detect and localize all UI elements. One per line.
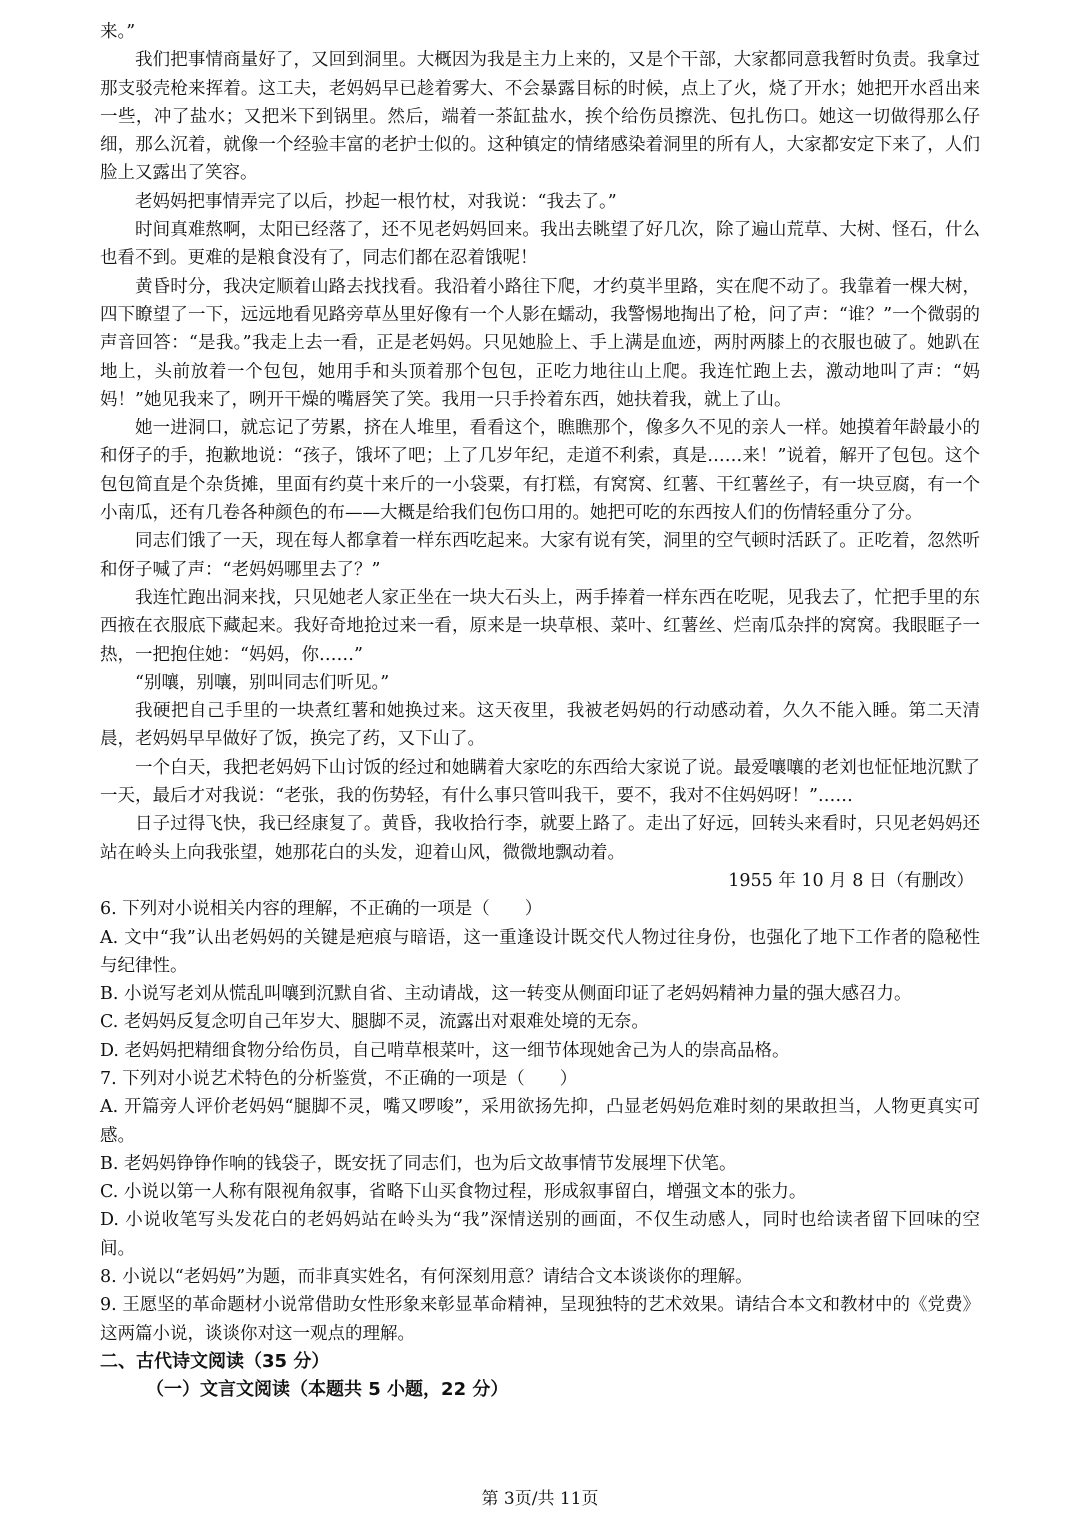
story-paragraph: 老妈妈把事情弄完了以后，抄起一根竹杖，对我说：“我去了。” (135, 191, 617, 212)
story-paragraph: 我硬把自己手里的一块煮红薯和她换过来。这天夜里，我被老妈妈的行动感动着，久久不能入睡。第二天清晨，老妈妈早早做好了饭，换完了药，又下山了。 (100, 701, 980, 750)
question-option: D. 小说收笔写头发花白的老妈妈站在岭头为“我”深情送别的画面，不仅生动感人，同时也给读者留下回味的空间。 (100, 1210, 980, 1259)
question-option: A. 文中“我”认出老妈妈的关键是疤痕与暗语，这一重逢设计既交代人物过往身份，也强化了地下工作者的隐秘性与纪律性。 (100, 927, 980, 976)
exam-page (100, 18, 980, 1405)
question-option: A. 开篇旁人评价老妈妈“腿脚不灵，嘴又啰唆”，采用欲扬先抑，凸显老妈妈危难时刻的果敢担当，人物更真实可感。 (100, 1097, 980, 1146)
question-option: B. 老妈妈铮铮作响的钱袋子，既安抚了同志们，也为后文故事情节发展埋下伏笔。 (100, 1153, 737, 1174)
question-stem: 9. 王愿坚的革命题材小说常借助女性形象来彰显革命精神，呈现独特的艺术效果。请结合本文和教材中的《党费》这两篇小说，谈谈你对这一观点的理解。 (100, 1295, 980, 1344)
story-paragraph: 一个白天，我把老妈妈下山讨饭的经过和她瞒着大家吃的东西给大家说了说。最爱嚷嚷的老刘也怔怔地沉默了一天，最后才对我说：“老张，我的伤势轻，有什么事只管叫我干，要不，我对不住妈妈呀！”…… (100, 757, 980, 807)
story-paragraph: 她一进洞口，就忘记了劳累，挤在人堆里，看看这个，瞧瞧那个，像多久不见的亲人一样。她摸着年龄最小的和伢子的手，抱歉地说：“孩子，饿坏了吧；上了几岁年纪，走道不利索，真是……来！”说着，解开了包包。这个包包简直是个杂货摊，里面有约莫十来斤的一小袋粟，有打糕，有窝窝、红薯、干红薯丝子，有一块豆腐，有一个小南瓜，还有几卷各种颜色的布——大概是给我们包伤口用的。她把可吃的东西按人们的伤情轻重分了分。 (100, 418, 980, 524)
story-signature: 1955 年 10 月 8 日（有删改） (728, 870, 974, 891)
question-option: C. 老妈妈反复念叨自己年岁大、腿脚不灵，流露出对艰难处境的无奈。 (100, 1012, 649, 1033)
story-paragraph: “别嚷，别嚷，别叫同志们听见。” (135, 672, 390, 693)
story-paragraph: 日子过得飞快，我已经康复了。黄昏，我收拾行李，就要上路了。走出了好远，回转头来看时，只见老妈妈还站在岭头上向我张望，她那花白的头发，迎着山风，微微地飘动着。 (100, 814, 980, 863)
story-paragraph: 同志们饿了一天，现在每人都拿着一样东西吃起来。大家有说有笑，洞里的空气顿时活跃了。正吃着，忽然听和伢子喊了声：“老妈妈哪里去了？” (100, 531, 980, 580)
story-paragraph: 黄昏时分，我决定顺着山路去找找看。我沿着小路往下爬，才约莫半里路，实在爬不动了。我靠着一棵大树，四下瞭望了一下，远远地看见路旁草丛里好像有一个人影在蠕动，我警惕地掏出了枪，问了声：“谁？”一个微弱的声音回答：“是我。”我走上去一看，正是老妈妈。只见她脸上、手上满是血迹，两肘两膝上的衣服也破了。她趴在地上，头前放着一个包包，她用手和头顶着那个包包，正吃力地往山上爬。我连忙跑上去，激动地叫了声：“妈妈！”她见我来了，咧开干燥的嘴唇笑了笑。我用一只手拎着东西，她扶着我，就上了山。 (100, 276, 980, 410)
question-stem: 7. 下列对小说艺术特色的分析鉴赏，不正确的一项是（ ） (100, 1068, 578, 1089)
story-paragraph: 来。” (100, 22, 136, 42)
question-stem: 6. 下列对小说相关内容的理解，不正确的一项是（ ） (100, 899, 543, 920)
section-title: 二、古代诗文阅读（35 分） (100, 1350, 330, 1372)
question-option: C. 小说以第一人称有限视角叙事，省略下山买食物过程，形成叙事留白，增强文本的张力。 (100, 1182, 807, 1203)
story-text (100, 18, 980, 867)
story-paragraph: 时间真难熬啊，太阳已经落了，还不见老妈妈回来。我出去眺望了好几次，除了遍山荒草、大树、怪石，什么也看不到。更难的是粮食没有了，同志们都在忍着饿呢！ (100, 220, 980, 269)
question-option: B. 小说写老刘从慌乱叫嚷到沉默自省、主动请战，这一转变从侧面印证了老妈妈精神力量的强大感召力。 (100, 984, 912, 1005)
story-paragraph: 我们把事情商量好了，又回到洞里。大概因为我是主力上来的，又是个干部，大家都同意我暂时负责。我拿过那支驳壳枪来挥着。这工夫，老妈妈早已趁着雾大、不会暴露目标的时候，点上了火，烧了开水；她把开水舀出来一些，冲了盐水；又把米下到锅里。然后，端着一茶缸盐水，挨个给伤员擦洗、包扎伤口。她这一切做得那么仔细，那么沉着，就像一个经验丰富的老护士似的。这种镇定的情绪感染着洞里的所有人，大家都安定下来了，人们脸上又露出了笑容。 (100, 50, 980, 184)
question-stem: 8. 小说以“老妈妈”为题，而非真实姓名，有何深刻用意？请结合文本谈谈你的理解。 (100, 1267, 753, 1288)
story-paragraph: 我连忙跑出洞来找，只见她老人家正坐在一块大石头上，两手捧着一样东西在吃呢，见我去了，忙把手里的东西掖在衣服底下藏起来。我好奇地抢过来一看，原来是一块草根、菜叶、红薯丝、烂南瓜杂拌的窝窝。我眼眶子一热，一把抱住她：“妈妈，你……” (100, 587, 980, 665)
question-option: D. 老妈妈把精细食物分给伤员，自己啃草根菜叶，这一细节体现她舍己为人的崇高品格。 (100, 1040, 790, 1061)
subsection-title: （一）文言文阅读（本题共 5 小题，22 分） (146, 1379, 509, 1401)
page-footer: 第 3页/共 11页 (481, 1489, 599, 1509)
question-list (100, 895, 980, 1348)
